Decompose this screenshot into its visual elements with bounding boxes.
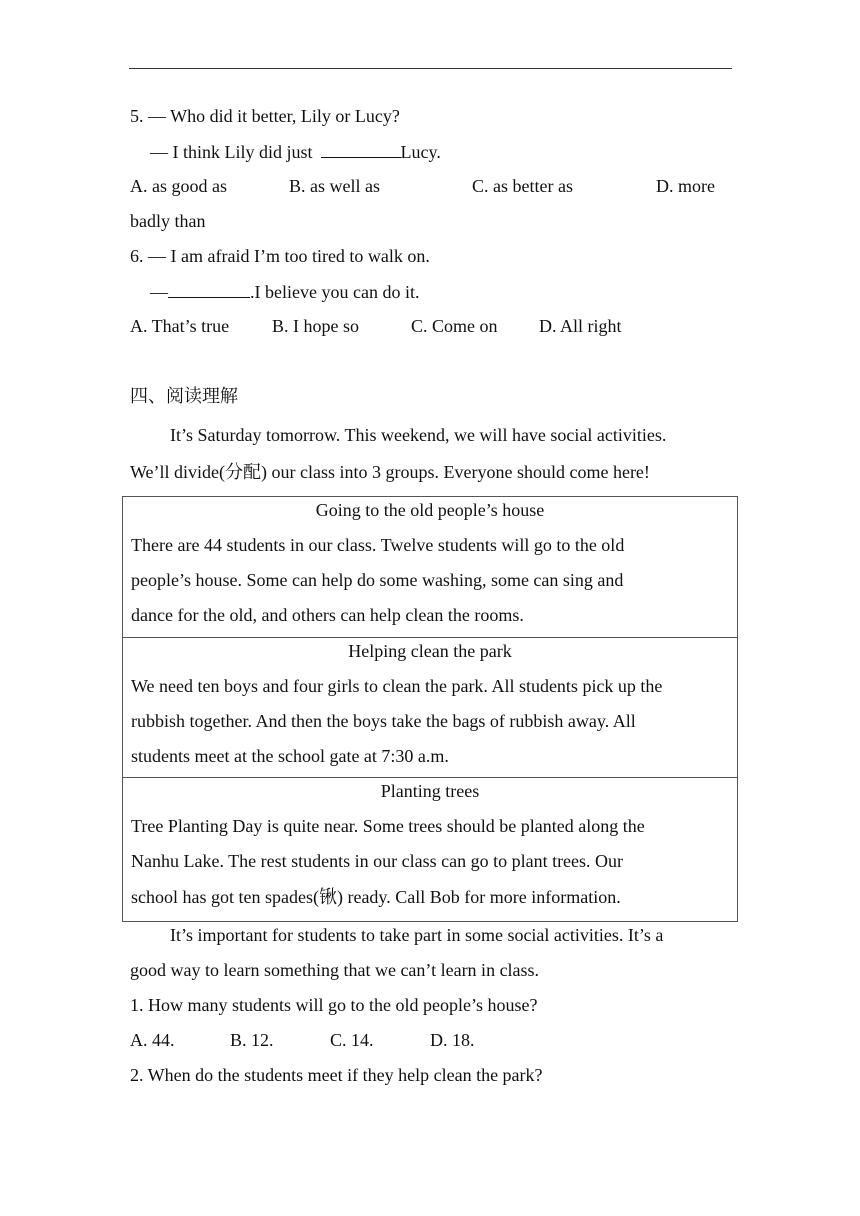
header-rule xyxy=(129,68,732,69)
row-line: rubbish together. And then the boys take the bags of rubbish away. All xyxy=(131,711,636,731)
question-1: 1. How many students will go to the old people’s house? xyxy=(130,995,538,1015)
q6-prompt: 6. — I am afraid I’m too tired to walk on. xyxy=(130,246,430,266)
row-title: Helping clean the park xyxy=(348,641,512,661)
q5-option-d-wrap: badly than xyxy=(130,211,206,231)
q6-answer-line xyxy=(150,280,419,303)
q6-dash: — xyxy=(150,282,168,302)
q5-prompt: 5. — Who did it better, Lily or Lucy? xyxy=(130,106,400,126)
q5-answer-text: — I think Lily did just xyxy=(150,142,313,162)
q6-option-b: B. I hope so xyxy=(272,316,359,336)
q5-answer-line xyxy=(150,140,441,163)
q5-option-d: D. more xyxy=(656,176,715,196)
q6-option-d: D. All right xyxy=(539,316,622,336)
q6-blank xyxy=(168,280,250,298)
table-row xyxy=(123,778,737,921)
q1-option-c: C. 14. xyxy=(330,1030,374,1050)
row-line: people’s house. Some can help do some washing, some can sing and xyxy=(131,570,624,590)
table-row xyxy=(123,497,737,638)
q5-answer-tail: Lucy. xyxy=(400,142,441,162)
row-line: We need ten boys and four girls to clean the park. All students pick up the xyxy=(131,676,663,696)
q1-option-b: B. 12. xyxy=(230,1030,274,1050)
row-line: Tree Planting Day is quite near. Some trees should be planted along the xyxy=(131,816,645,836)
row-line: dance for the old, and others can help clean the rooms. xyxy=(131,605,524,625)
q5-option-b: B. as well as xyxy=(289,176,380,196)
q5-blank xyxy=(321,140,401,158)
row-title: Planting trees xyxy=(380,781,480,801)
q6-answer-tail: .I believe you can do it. xyxy=(250,282,420,302)
q1-option-a: A. 44. xyxy=(130,1030,175,1050)
outro-line-1: It’s important for students to take part in some social activities. It’s a xyxy=(170,925,664,945)
outro-line-2: good way to learn something that we can’t learn in class. xyxy=(130,960,540,980)
table-row xyxy=(123,638,737,778)
q6-option-c: C. Come on xyxy=(411,316,498,336)
q5-option-c: C. as better as xyxy=(472,176,573,196)
q5-option-a: A. as good as xyxy=(130,176,227,196)
q6-option-a: A. That’s true xyxy=(130,316,230,336)
q1-option-d: D. 18. xyxy=(430,1030,475,1050)
activities-table xyxy=(122,496,738,922)
section-title: 四、阅读理解 xyxy=(130,386,238,407)
row-line: school has got ten spades(锹) ready. Call Bob for more information. xyxy=(131,887,621,907)
row-line: students meet at the school gate at 7:30 a.m. xyxy=(131,746,449,766)
intro-line-2: We’ll divide(分配) our class into 3 groups. Everyone should come here! xyxy=(130,462,650,482)
row-line: Nanhu Lake. The rest students in our class can go to plant trees. Our xyxy=(131,851,624,871)
intro-line-1: It’s Saturday tomorrow. This weekend, we will have social activities. xyxy=(170,425,667,445)
row-line: There are 44 students in our class. Twelve students will go to the old xyxy=(131,535,625,555)
question-2: 2. When do the students meet if they help clean the park? xyxy=(130,1065,543,1085)
row-title: Going to the old people’s house xyxy=(315,500,545,520)
